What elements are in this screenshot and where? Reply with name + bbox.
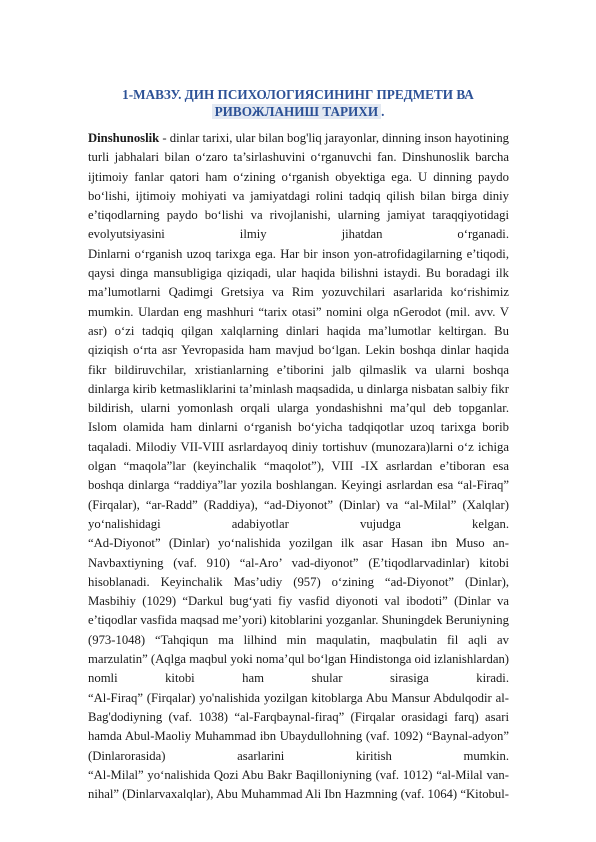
text-line: Dinlarni o‘rganish uzoq tarixga ega. Har bir inson yon-atrofidagilarning e’tiqodi, [88,246,509,261]
title-line-1: 1-МАВЗУ. ДИН ПСИХОЛОГИЯСИНИНГ ПРЕДМЕТИ ВА [122,87,474,102]
text-line: marzulatin” (Aqlga maqbul yoki noma’qul bo‘lgan Hindistonga oid izlanishlardan) [88,652,509,667]
text-line: asr) o‘zi tadqiq qilgan xalqlarning dinlari haqida ma’lumotlar keltirgan. Bu [88,323,509,338]
text-line: Bag'dodiyning (vaf. 1038) “al-Farqbaynal-firaq” (Firqalar orasidagi farq) asari [88,709,509,724]
text-line: (Dinlarorasida) asarlarini kiritish mumkin. [88,748,509,763]
title-dot: . [381,104,385,119]
text-line: bildirish, ularni yomonlash orqali ularga yondashishni ma’qul deb topganlar. [88,401,509,416]
text-line: yo‘nalishidagi adabiyotlar vujudga kelgan. [88,516,509,531]
text-line: hamda Abul-Maoliy Muhammad ibn Ubaydullohning (vaf. 1092) “Baynal-adyon” [88,729,509,744]
text-line: qaysi dinga mansubligiga qiziqadi, ular haqida bilishni istaydi. Bu boradagi ilk [88,266,509,281]
text-line: Navbaxtiyning (vaf. 910) “al-Aro’ vad-diyonot” (E’tiqodlarvadinlar) kitobi [88,555,509,570]
text-line: fikr bildiruvchilar, xristianlarning e’tiborini jalb qilmaslik va ularni boshqa [88,362,509,377]
text-line: (973-1048) “Tahqiqun ma lilhind min maqulatin, maqbulatin fil aqli av [88,632,509,647]
text-line: e’tiqodlarning paydo bo‘lishi va rivojlanishi, ularning jamiyat taraqqiyotidagi [88,208,509,223]
text-line: mumkin. Ulardan eng mashhuri “tarix otasi” nomini olga nGerodot (mil. avv. V [88,304,509,319]
text-line: “Ad-Diyonot” (Dinlar) yo‘nalishida yozilgan ilk asar Hasan ibn Muso an- [88,536,509,551]
text-line: turli jabhalari bilan o‘zaro ta’sirlashuvini o‘rganuvchi fan. Dinshunoslik barcha [88,150,509,165]
text-line: boshqa dinlarga “raddiya”lar yozila boshlangan. Keyingi asrlardan esa “al-Firaq” [88,478,509,493]
text-line: “Al-Firaq” (Firqalar) yo'nalishida yozilgan kitoblarga Abu Mansur Abdulqodir al- [88,690,509,705]
body-text [88,129,509,804]
text-line: Islom olamida ham dinlarni o‘rganish bo‘yicha tadqiqotlar uzoq tarixga borib [88,420,509,435]
text-line: nihal” (Dinlarvaxalqlar), Abu Muhammad Ali Ibn Hazmning (vaf. 1064) “Kitobul- [88,787,509,802]
text-line: ma’lumotlarni Qadimgi Gretsiya va Rim yozuvchilari asarlarida ko‘rishimiz [88,285,509,300]
text-line: olgan “maqola”lar (keyinchalik “maqolot”), VIII -IX asrlardan e’tiboran esa [88,459,509,474]
lead-term: Dinshunoslik [88,131,160,145]
text-line: dinlarga kirib ketmasliklarini ta’minlash maqsadida, u dinlarga nisbatan salbiy fikr [88,381,509,396]
title-line-2-text: РИВОЖЛАНИШ ТАРИХИ [212,104,381,119]
title-line-2 [88,103,508,120]
text-line: Masbihiy (1029) “Darkul bug‘yati fiy vasfid diyonoti val ibodoti” (Dinlar va [88,594,509,609]
text-line: Dinshunoslik - dinlar tarixi, ular bilan bog'liq jarayonlar, dinning inson hayotining [88,131,509,145]
text-line: bo‘lishi, ijtimoiy mohiyati va jamiyatdagi rolini tadqiq qilish bilan birga diniy [88,188,509,203]
text-line: taqaladi. Milodiy VII-VIII asrlardayoq diniy tortishuv (munozara)larni o‘z ichiga [88,439,509,454]
text-line: “Al-Milal” yo‘nalishida Qozi Abu Bakr Baqilloniyning (vaf. 1012) “al-Milal van- [88,767,509,782]
page-title [88,86,508,120]
text-line: ijtimoiy fanlar qatori ham o‘zining o‘rganish obyektiga ega. U dinning paydo [88,169,509,184]
text-line: hisoblanadi. Keyinchalik Mas’udiy (957) o‘zining “ad-Diyonot” (Dinlar), [88,574,509,589]
text-line: qiziqish o‘rta asr Yevropasida ham mavjud bo‘lgan. Lekin boshqa dinlar haqida [88,343,509,358]
text-line: evolyutsiyasini ilmiy jihatdan o‘rganadi. [88,227,509,242]
text-line: nomli kitobi ham shular sirasiga kiradi. [88,671,509,686]
text-line: (Firqalar), “ar-Radd” (Raddiya), “ad-Diyonot” (Dinlar) va “al-Milal” (Xalqlar) [88,497,509,512]
text-line: e’tiqodlar vasfida maqsad me’yori) kitoblarini yozganlar. Shuningdek Beruniyning [88,613,509,628]
